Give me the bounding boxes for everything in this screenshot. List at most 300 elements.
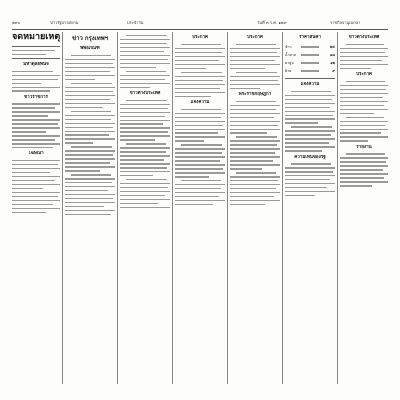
- text-line: [285, 130, 335, 131]
- text-line: [285, 111, 335, 112]
- text-line: [12, 111, 60, 112]
- text-line: [65, 206, 104, 207]
- text-line: [285, 191, 335, 192]
- text-line: [120, 39, 170, 40]
- header-rule: [12, 29, 388, 30]
- text-line: [120, 47, 170, 48]
- text-line: [12, 135, 60, 136]
- text-line: [230, 140, 280, 141]
- text-line: [230, 60, 275, 61]
- text-line: [65, 166, 115, 167]
- text-line: [71, 174, 111, 175]
- text-line: [12, 192, 60, 193]
- text-line: [230, 125, 278, 126]
- text-line: [175, 68, 206, 69]
- text-line: [230, 68, 265, 69]
- text-line: [181, 44, 221, 45]
- text-line: [236, 44, 276, 45]
- text-line: [340, 48, 388, 49]
- text-line: [12, 107, 55, 108]
- column-7: [340, 32, 388, 384]
- text-line: [175, 164, 225, 165]
- text-line: [65, 99, 110, 100]
- text-line: [236, 101, 276, 102]
- text-line: [230, 180, 278, 181]
- text-line: [340, 121, 388, 122]
- section-heading: ประกาศ: [356, 71, 372, 77]
- price-label: ยาสูบ: [285, 61, 294, 65]
- section-heading: โฆษณา: [28, 151, 44, 157]
- text-line: [285, 179, 330, 180]
- text-line: [230, 192, 280, 193]
- text-line: [120, 203, 158, 204]
- text-line: [291, 91, 331, 92]
- text-line: [12, 139, 55, 140]
- text-line: [120, 199, 170, 200]
- text-line: [285, 103, 335, 104]
- text-line: [120, 43, 167, 44]
- text-line: [120, 131, 168, 132]
- text-line: [175, 152, 222, 153]
- text-line: [230, 121, 280, 122]
- text-line: [12, 212, 46, 213]
- text-line: [175, 204, 213, 205]
- running-head-title: ข่าวรัฐบาลสยาม: [50, 20, 79, 25]
- text-line: [120, 195, 165, 196]
- text-line: [175, 113, 225, 114]
- text-line: [230, 176, 280, 177]
- text-line: [65, 150, 115, 151]
- section-heading: ข่าวต่างประเทศ: [348, 35, 380, 40]
- text-line: [126, 71, 166, 72]
- price-value: ๒๕: [329, 45, 335, 49]
- text-line: [175, 140, 204, 141]
- text-line: [285, 115, 333, 116]
- text-line: [346, 44, 384, 45]
- text-line: [340, 132, 381, 133]
- column-1: [12, 32, 60, 384]
- section-heading: รายงาน: [356, 144, 372, 150]
- page-number: ๒๙๐: [12, 20, 21, 25]
- price-value: ๙: [332, 69, 335, 73]
- text-line: [236, 172, 276, 173]
- price-row: [285, 67, 335, 75]
- text-line: [12, 87, 60, 88]
- text-line: [120, 63, 170, 64]
- text-line: [12, 54, 46, 55]
- text-line: [340, 64, 388, 65]
- text-line: [175, 60, 219, 61]
- text-line: [12, 79, 58, 80]
- text-line: [340, 125, 385, 126]
- text-line: [175, 48, 225, 49]
- text-line: [230, 56, 280, 57]
- text-line: [175, 121, 225, 122]
- text-line: [12, 188, 43, 189]
- text-line: [65, 87, 115, 88]
- section-heading: แจ้งความ: [190, 99, 210, 105]
- text-line: [71, 111, 111, 112]
- text-line: [71, 83, 112, 84]
- text-line: [230, 105, 280, 106]
- text-line: [65, 194, 115, 195]
- text-line: [12, 176, 60, 177]
- text-line: [340, 52, 385, 53]
- text-line: [285, 142, 329, 143]
- price-row: [285, 43, 335, 51]
- text-line: [230, 152, 275, 153]
- text-line: [120, 167, 167, 168]
- text-line: [12, 147, 53, 148]
- price-table: [285, 43, 335, 75]
- text-line: [12, 123, 58, 124]
- text-line: [12, 83, 41, 84]
- text-line: [65, 103, 115, 104]
- newspaper-page: [12, 18, 388, 386]
- text-line: [340, 109, 388, 110]
- text-line: [120, 183, 170, 184]
- text-line: [230, 164, 280, 165]
- text-line: [340, 173, 388, 174]
- text-line: [181, 72, 222, 73]
- text-line: [285, 99, 332, 100]
- text-line: [65, 75, 115, 76]
- text-line: [340, 56, 388, 57]
- leader-dots: [301, 62, 319, 63]
- text-line: [120, 116, 165, 117]
- section-heading: แจ้งความ: [300, 81, 320, 87]
- text-line: [340, 93, 388, 94]
- text-line: [65, 134, 109, 135]
- price-value: ๑๒: [330, 61, 335, 65]
- text-line: [175, 56, 225, 57]
- text-line: [65, 67, 115, 68]
- section-heading: พระราชกฤษฎีกา: [238, 91, 272, 97]
- text-line: [120, 191, 170, 192]
- text-line: [285, 150, 322, 151]
- text-line: [65, 119, 111, 120]
- text-line: [291, 126, 332, 127]
- text-line: [175, 136, 225, 137]
- text-line: [120, 55, 170, 56]
- column-rule: [172, 32, 173, 384]
- price-value: ๑๘: [329, 53, 335, 57]
- text-line: [65, 63, 113, 64]
- text-line: [65, 202, 115, 203]
- text-line: [175, 92, 225, 93]
- text-line: [175, 88, 220, 89]
- text-line: [12, 50, 55, 51]
- text-line: [12, 204, 53, 205]
- text-line: [340, 136, 388, 137]
- text-line: [230, 188, 276, 189]
- text-line: [12, 131, 46, 132]
- text-line: [340, 105, 384, 106]
- running-head-publication: ราชกิจจานุเบกษา: [330, 20, 361, 25]
- text-line: [285, 107, 330, 108]
- price-label: ฝ้าย: [285, 69, 292, 73]
- section-heading: ข่าวราชการ: [24, 94, 48, 100]
- text-line: [230, 160, 273, 161]
- text-line: [120, 123, 163, 124]
- text-line: [230, 200, 280, 201]
- running-head-section: ประจำวัน: [127, 20, 144, 25]
- text-line: [340, 113, 374, 114]
- price-row: [285, 51, 335, 59]
- text-line: [230, 148, 280, 149]
- text-line: [230, 64, 280, 65]
- leader-dots: [301, 70, 319, 71]
- text-line: [65, 154, 113, 155]
- column-rule: [227, 32, 228, 384]
- text-line: [65, 158, 115, 159]
- text-line: [285, 187, 327, 188]
- text-line: [285, 167, 335, 168]
- text-line: [346, 153, 385, 154]
- text-line: [120, 79, 165, 80]
- running-head: [12, 18, 388, 28]
- text-line: [230, 132, 267, 133]
- text-line: [175, 184, 225, 185]
- text-line: [71, 146, 112, 147]
- text-line: [12, 172, 50, 173]
- text-line: [120, 127, 170, 128]
- column-rule: [282, 32, 283, 384]
- text-line: [12, 184, 60, 185]
- text-line: [285, 138, 335, 139]
- text-line: [175, 125, 223, 126]
- text-line: [175, 84, 225, 85]
- text-line: [340, 68, 371, 69]
- text-line: [120, 87, 150, 88]
- text-line: [340, 169, 383, 170]
- text-line: [175, 192, 225, 193]
- text-line: [230, 76, 280, 77]
- text-line: [291, 163, 331, 164]
- text-line: [12, 75, 60, 76]
- text-line: [120, 187, 168, 188]
- price-label: น้ำตาล: [285, 53, 297, 57]
- text-line: [340, 101, 388, 102]
- text-line: [181, 109, 221, 110]
- column-rule: [337, 32, 338, 384]
- text-line: [65, 123, 115, 124]
- section-heading: ข่าว กรุงเทพฯ: [71, 35, 109, 42]
- text-line: [175, 196, 219, 197]
- column-rule: [62, 32, 63, 384]
- text-line: [175, 188, 221, 189]
- text-line: [12, 164, 58, 165]
- text-line: [181, 144, 222, 145]
- leader-dots: [301, 46, 319, 47]
- text-line: [65, 138, 115, 139]
- text-line: [230, 196, 274, 197]
- text-line: [65, 91, 113, 92]
- running-head-date: วันที่ ๓ ร.ศ. ๑๒๙: [257, 20, 287, 25]
- text-line: [236, 136, 277, 137]
- text-line: [120, 59, 168, 60]
- text-line: [175, 148, 225, 149]
- text-line: [65, 178, 115, 179]
- text-line: [120, 135, 170, 136]
- text-line: [340, 140, 368, 141]
- text-line: [126, 100, 167, 101]
- text-line: [120, 151, 166, 152]
- text-line: [285, 171, 333, 172]
- text-line: [12, 160, 60, 161]
- text-line: [230, 88, 260, 89]
- text-line: [65, 162, 110, 163]
- text-line: [346, 117, 384, 118]
- text-line: [12, 103, 60, 104]
- text-line: [120, 147, 170, 148]
- column-5: [230, 32, 280, 384]
- text-line: [12, 119, 60, 120]
- text-line: [12, 143, 60, 144]
- text-line: [120, 163, 170, 164]
- text-line: [285, 195, 315, 196]
- text-line: [120, 159, 164, 160]
- text-line: [285, 134, 331, 135]
- text-line: [65, 182, 112, 183]
- text-line: [285, 183, 335, 184]
- text-line: [120, 104, 170, 105]
- text-line: [126, 143, 166, 144]
- text-line: [120, 139, 155, 140]
- text-line: [285, 146, 335, 147]
- text-line: [12, 115, 48, 116]
- divider: [12, 46, 60, 47]
- text-line: [230, 52, 277, 53]
- divider: [285, 78, 335, 79]
- text-line: [340, 177, 384, 178]
- text-line: [12, 196, 58, 197]
- column-masthead: จดหมายเหตุ: [12, 32, 60, 42]
- text-line: [120, 171, 170, 172]
- text-line: [65, 131, 115, 132]
- text-line: [175, 76, 225, 77]
- text-line: [126, 35, 167, 36]
- text-line: [175, 96, 211, 97]
- text-line: [120, 67, 156, 68]
- text-line: [65, 190, 108, 191]
- text-line: [120, 120, 170, 121]
- text-line: [340, 157, 388, 158]
- text-line: [230, 84, 280, 85]
- text-line: [340, 97, 383, 98]
- section-heading: ความเห็นของรัฐ: [294, 154, 326, 160]
- text-line: [181, 180, 221, 181]
- text-line: [12, 180, 55, 181]
- section-heading: พิพิธภัณฑ์: [80, 46, 100, 51]
- leader-dots: [301, 54, 319, 55]
- text-line: [285, 95, 335, 96]
- text-line: [340, 85, 388, 86]
- text-line: [285, 122, 318, 123]
- column-6: [285, 32, 335, 384]
- text-line: [65, 79, 95, 80]
- text-line: [340, 165, 388, 166]
- text-line: [340, 161, 386, 162]
- text-line: [12, 200, 60, 201]
- text-line: [175, 172, 225, 173]
- text-line: [340, 185, 372, 186]
- text-line: [230, 168, 262, 169]
- price-row: [285, 59, 335, 67]
- column-4: [175, 32, 225, 384]
- text-line: [340, 181, 388, 182]
- text-line: [120, 75, 170, 76]
- text-line: [65, 59, 115, 60]
- text-line: [230, 184, 280, 185]
- text-line: [230, 117, 274, 118]
- text-line: [340, 60, 382, 61]
- section-heading: มหาดุลยพินิจ: [23, 61, 49, 67]
- text-line: [175, 176, 209, 177]
- text-line: [12, 127, 60, 128]
- text-line: [65, 214, 111, 215]
- text-line: [65, 142, 93, 143]
- text-line: [175, 64, 225, 65]
- text-line: [65, 186, 115, 187]
- text-line: [230, 113, 280, 114]
- text-line: [340, 89, 386, 90]
- text-line: [230, 204, 265, 205]
- text-line: [120, 51, 164, 52]
- text-line: [175, 117, 221, 118]
- text-line: [65, 107, 103, 108]
- text-line: [340, 129, 388, 130]
- section-heading: ประกาศ: [192, 35, 208, 40]
- text-line: [120, 112, 170, 113]
- text-line: [175, 132, 218, 133]
- text-line: [175, 156, 225, 157]
- text-line: [346, 81, 385, 82]
- column-3: [120, 32, 170, 384]
- text-line: [65, 95, 115, 96]
- divider: [12, 58, 60, 59]
- text-line: [12, 71, 53, 72]
- text-line: [230, 80, 278, 81]
- text-line: [230, 144, 277, 145]
- text-line: [230, 109, 276, 110]
- text-line: [175, 129, 225, 130]
- text-line: [120, 83, 170, 84]
- text-line: [230, 129, 280, 130]
- text-line: [175, 200, 225, 201]
- column-rule: [117, 32, 118, 384]
- text-line: [65, 115, 115, 116]
- text-line: [120, 207, 170, 208]
- text-line: [285, 118, 335, 119]
- text-line: [71, 55, 111, 56]
- text-line: [175, 80, 223, 81]
- text-line: [65, 198, 113, 199]
- text-line: [236, 72, 277, 73]
- section-heading: ประกาศ: [247, 35, 263, 40]
- text-line: [12, 168, 60, 169]
- text-line: [230, 48, 280, 49]
- text-line: [285, 175, 335, 176]
- text-line: [12, 208, 60, 209]
- text-line: [120, 108, 168, 109]
- section-heading: ข่าวต่างประเทศ: [129, 90, 161, 96]
- column-2: [65, 32, 115, 384]
- text-line: [65, 210, 115, 211]
- text-line: [120, 175, 153, 176]
- text-line: [126, 179, 167, 180]
- price-label: ข้าว: [285, 45, 292, 49]
